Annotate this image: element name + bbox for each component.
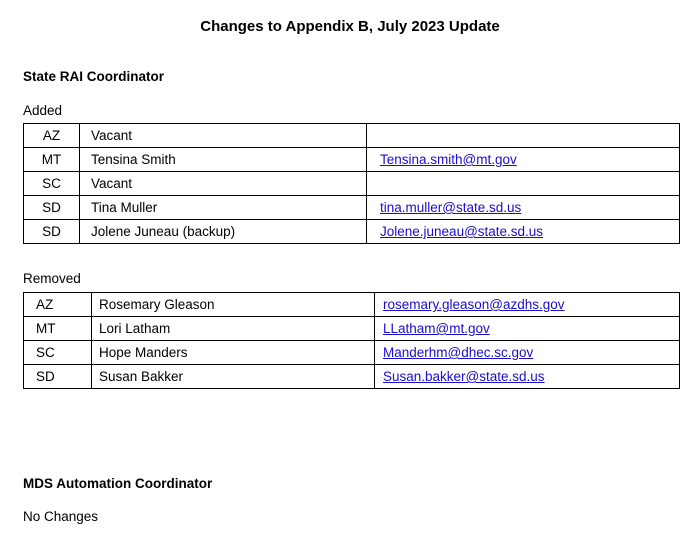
added-label: Added — [23, 103, 63, 118]
state-cell: SD — [24, 220, 80, 244]
name-cell: Vacant — [80, 124, 367, 148]
email-cell — [367, 124, 680, 148]
added-table — [23, 123, 680, 244]
email-cell — [375, 293, 680, 317]
name-cell: Rosemary Gleason — [92, 293, 375, 317]
table-row — [24, 196, 680, 220]
table-row — [24, 220, 680, 244]
state-cell: MT — [24, 148, 80, 172]
table-row — [24, 148, 680, 172]
email-link[interactable]: LLatham@mt.gov — [383, 321, 490, 336]
email-cell — [375, 317, 680, 341]
section-heading-mds: MDS Automation Coordinator — [23, 476, 213, 491]
email-link[interactable]: rosemary.gleason@azdhs.gov — [383, 297, 565, 312]
table-row — [24, 172, 680, 196]
table-row — [24, 365, 680, 389]
removed-table — [23, 292, 680, 389]
name-cell: Jolene Juneau (backup) — [80, 220, 367, 244]
email-link[interactable]: Manderhm@dhec.sc.gov — [383, 345, 534, 360]
name-cell: Hope Manders — [92, 341, 375, 365]
mds-status: No Changes — [23, 509, 99, 524]
table-row — [24, 124, 680, 148]
table-row — [24, 317, 680, 341]
state-cell: SC — [24, 172, 80, 196]
state-cell: AZ — [24, 124, 80, 148]
email-cell — [367, 148, 680, 172]
email-cell — [367, 196, 680, 220]
state-cell: MT — [24, 317, 92, 341]
email-cell — [375, 341, 680, 365]
name-cell: Tensina Smith — [80, 148, 367, 172]
state-cell: SD — [24, 196, 80, 220]
email-link[interactable]: Jolene.juneau@state.sd.us — [380, 224, 544, 239]
state-cell: SC — [24, 341, 92, 365]
table-row — [24, 293, 680, 317]
email-cell — [375, 365, 680, 389]
email-link[interactable]: Susan.bakker@state.sd.us — [383, 369, 545, 384]
email-cell — [367, 220, 680, 244]
table-row — [24, 341, 680, 365]
state-cell: AZ — [24, 293, 92, 317]
email-cell — [367, 172, 680, 196]
name-cell: Lori Latham — [92, 317, 375, 341]
name-cell: Vacant — [80, 172, 367, 196]
state-cell: SD — [24, 365, 92, 389]
removed-label: Removed — [23, 271, 81, 286]
page-title: Changes to Appendix B, July 2023 Update — [200, 18, 500, 35]
email-link[interactable]: Tensina.smith@mt.gov — [380, 152, 517, 167]
section-heading-rai: State RAI Coordinator — [23, 69, 165, 84]
email-link[interactable]: tina.muller@state.sd.us — [380, 200, 522, 215]
name-cell: Susan Bakker — [92, 365, 375, 389]
name-cell: Tina Muller — [80, 196, 367, 220]
